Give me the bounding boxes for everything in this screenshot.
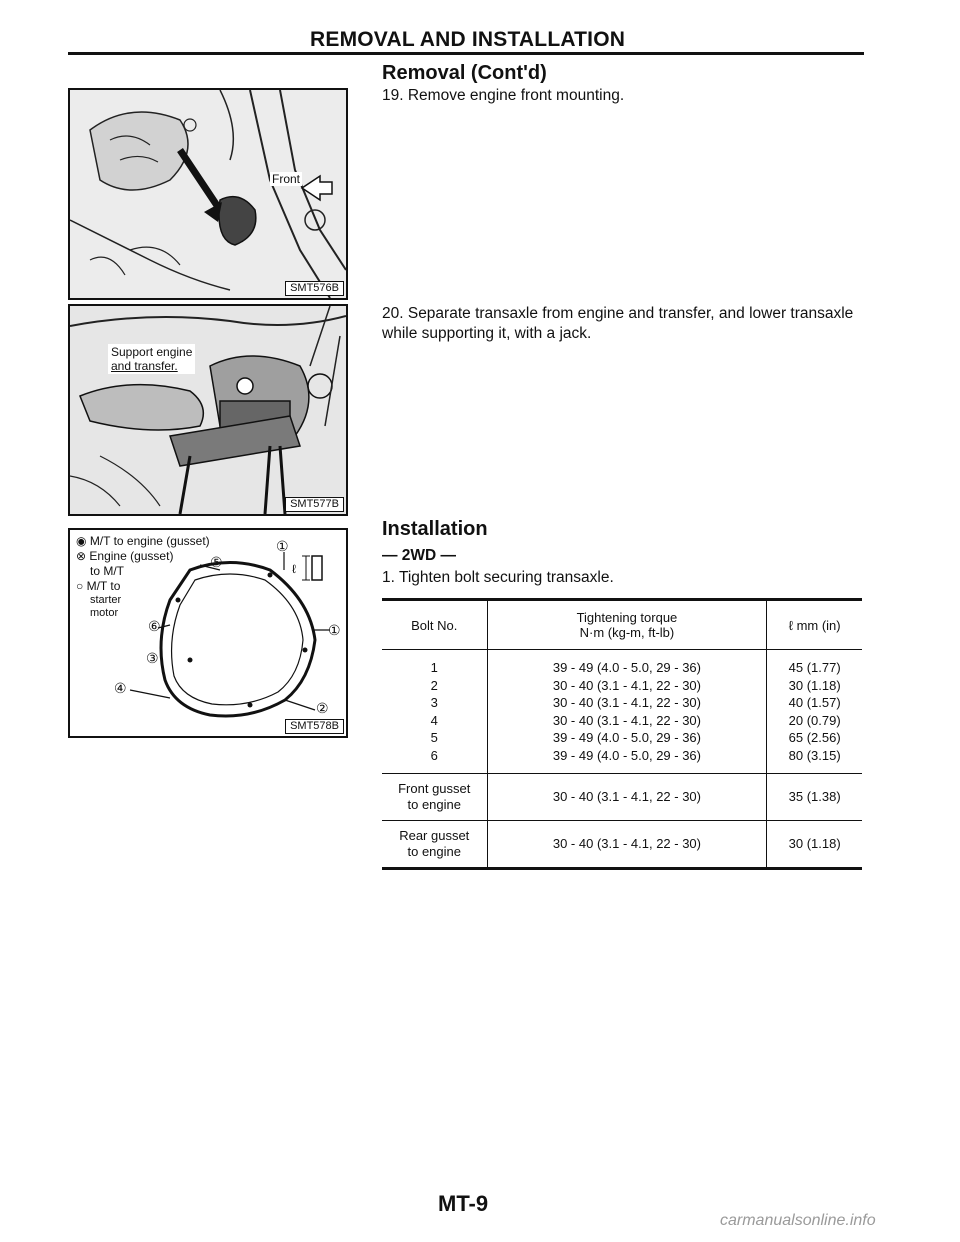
table-header-row xyxy=(382,600,862,650)
figure-bolt-positions xyxy=(68,528,348,738)
bolt-length: 80 (3.15) xyxy=(788,747,841,763)
bolt-number: 3 xyxy=(430,695,438,710)
table-row-bolts xyxy=(382,650,862,774)
front-gusset-length: 35 (1.38) xyxy=(767,774,862,821)
support-label xyxy=(108,344,195,374)
torque-table xyxy=(382,598,862,870)
removal-title: Removal (Cont'd) xyxy=(382,62,547,84)
bolt-num-6: ⑥ xyxy=(148,618,161,634)
bolt-torque: 30 - 40 (3.1 - 4.1, 22 - 30) xyxy=(552,712,701,728)
bolt-num-2: ② xyxy=(316,700,329,716)
page-header-title: REMOVAL AND INSTALLATION xyxy=(310,28,626,51)
figure-code-smt577b: SMT577B xyxy=(285,497,344,512)
front-label: Front xyxy=(272,172,301,186)
watermark: carmanualsonline.info xyxy=(720,1212,876,1229)
header-torque-line1: Tightening torque xyxy=(576,610,678,625)
rear-gusset-label-line2: to engine xyxy=(407,844,461,859)
bolt-torque: 30 - 40 (3.1 - 4.1, 22 - 30) xyxy=(552,677,701,693)
bolt-num-1-right: ① xyxy=(328,622,341,638)
bolt-number: 2 xyxy=(430,677,438,693)
rear-gusset-label xyxy=(382,821,487,869)
support-label-line1: Support engine xyxy=(111,345,193,359)
figure-code-smt578b: SMT578B xyxy=(285,719,344,734)
front-gusset-torque: 30 - 40 (3.1 - 4.1, 22 - 30) xyxy=(487,774,767,821)
header-torque-line2: N·m (kg-m, ft-lb) xyxy=(579,625,675,640)
bolt-length: 65 (2.56) xyxy=(788,730,841,745)
figure-code-smt576b: SMT576B xyxy=(285,281,344,296)
legend-motor: motor xyxy=(90,607,119,619)
bolt-length-column xyxy=(767,650,862,774)
rear-gusset-label-line1: Rear gusset xyxy=(399,828,470,843)
front-gusset-label-line1: Front gusset xyxy=(398,781,471,796)
header-rule xyxy=(68,52,864,55)
bolt-number-column xyxy=(382,650,487,774)
bolt-number: 5 xyxy=(430,730,438,745)
bolt-length: 40 (1.57) xyxy=(788,695,841,710)
bolt-length: 20 (0.79) xyxy=(788,712,841,728)
installation-title: Installation xyxy=(382,518,488,540)
bolt-number: 1 xyxy=(430,660,438,675)
bolt-torque: 30 - 40 (3.1 - 4.1, 22 - 30) xyxy=(552,695,701,710)
rear-gusset-torque: 30 - 40 (3.1 - 4.1, 22 - 30) xyxy=(487,821,767,869)
bolt-torque-column xyxy=(487,650,767,774)
table-row-front-gusset xyxy=(382,774,862,821)
bolt-num-1-top: ① xyxy=(276,538,289,554)
bolt-symbol-icon xyxy=(312,556,322,580)
figure-transaxle-support xyxy=(68,304,348,516)
bolt-torque: 39 - 49 (4.0 - 5.0, 29 - 36) xyxy=(552,747,701,763)
support-label-line2: and transfer. xyxy=(111,359,178,373)
installation-step-1: 1. Tighten bolt securing transaxle. xyxy=(382,569,614,586)
engine-mounting-illustration xyxy=(70,90,346,298)
bolt-num-3: ③ xyxy=(146,650,159,666)
transaxle-support-illustration xyxy=(70,306,346,514)
header-length: ℓ mm (in) xyxy=(767,600,862,650)
ell-label: ℓ xyxy=(292,562,296,576)
header-bolt-no: Bolt No. xyxy=(382,600,487,650)
bolt-torque: 39 - 49 (4.0 - 5.0, 29 - 36) xyxy=(552,660,701,675)
figure-engine-front-mounting xyxy=(68,88,348,300)
legend-engine-to-mt-2: to M/T xyxy=(90,564,125,578)
bolt-legend xyxy=(76,534,210,620)
bolt-number: 6 xyxy=(430,747,438,763)
bolt-num-4: ④ xyxy=(114,680,127,696)
table-row-rear-gusset xyxy=(382,821,862,869)
page-number: MT-9 xyxy=(438,1191,489,1216)
installation-subtitle: — 2WD — xyxy=(382,547,457,564)
rear-gusset-length: 30 (1.18) xyxy=(767,821,862,869)
header-tightening-torque xyxy=(487,600,767,650)
removal-step-19: 19. Remove engine front mounting. xyxy=(382,87,625,104)
legend-engine-to-mt: ⊗ Engine (gusset) xyxy=(76,549,174,563)
legend-starter: starter xyxy=(90,594,122,606)
front-gusset-label xyxy=(382,774,487,821)
bolt-torque: 39 - 49 (4.0 - 5.0, 29 - 36) xyxy=(552,730,701,745)
bolt-num-5: ⑤ xyxy=(210,554,223,570)
legend-mt-to-starter: ○ M/T to xyxy=(76,579,121,593)
bolt-number: 4 xyxy=(430,712,438,728)
bolt-length: 30 (1.18) xyxy=(788,677,841,693)
legend-mt-to-engine: ◉ M/T to engine (gusset) xyxy=(76,534,210,548)
front-gusset-label-line2: to engine xyxy=(407,797,461,812)
removal-step-20: 20. Separate transaxle from engine and transfer, and lower transaxle while supporting it, with a jack. xyxy=(382,305,854,342)
bolt-length: 45 (1.77) xyxy=(788,660,841,675)
